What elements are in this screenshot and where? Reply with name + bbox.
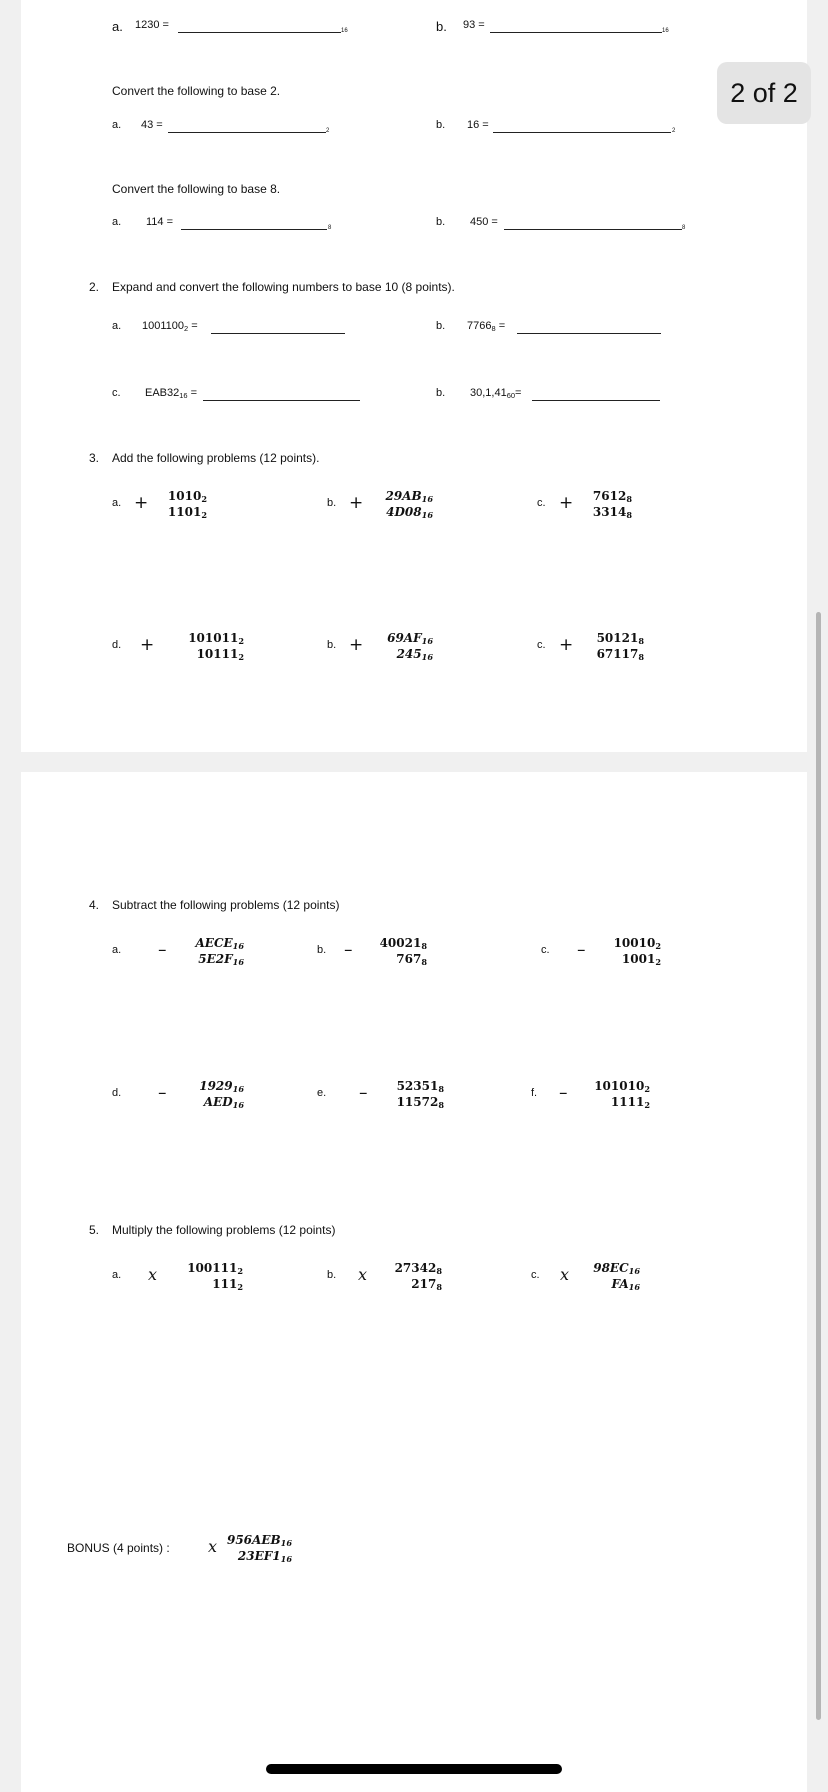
stacked-problem <box>181 1078 244 1110</box>
answer-line[interactable] <box>493 132 671 133</box>
worksheet-page-1 <box>21 0 807 752</box>
top-operand: $AECE_{16}$ <box>195 936 244 952</box>
question-number: 5. <box>89 1223 100 1237</box>
stacked-problem <box>589 935 661 967</box>
expression: 16 = <box>467 119 489 131</box>
item-label: b. <box>436 387 446 399</box>
stacked-problem <box>576 1078 650 1110</box>
answer-line[interactable] <box>181 229 327 230</box>
bottom-operand: $1001_2$ <box>621 952 661 968</box>
page-indicator: 2 of 2 <box>717 62 811 124</box>
item-label: c. <box>112 387 121 399</box>
top-operand: $98EC_{16}$ <box>593 1261 640 1277</box>
item-label: e. <box>317 1087 327 1099</box>
bottom-operand: $3314_8$ <box>592 505 632 521</box>
minus-operator: – <box>559 1083 568 1103</box>
top-operand: $10010_2$ <box>613 936 661 952</box>
question-number: 3. <box>89 451 100 465</box>
bottom-operand: $FA_{16}$ <box>611 1277 640 1293</box>
bottom-operand: $67117_8$ <box>596 647 644 663</box>
base-subscript: 2 <box>672 128 676 134</box>
item-label: b. <box>327 1269 337 1281</box>
expression: $7766_8$ = <box>467 320 506 333</box>
bottom-operand: $AED_{16}$ <box>203 1095 244 1111</box>
answer-line[interactable] <box>517 333 661 334</box>
stacked-problem <box>372 1260 442 1292</box>
bottom-operand: $5E2F_{16}$ <box>198 952 244 968</box>
minus-operator: – <box>344 940 353 960</box>
top-operand: $100111_2$ <box>187 1261 243 1277</box>
base-subscript: 16 <box>341 28 348 34</box>
answer-line[interactable] <box>168 132 326 133</box>
bonus-problem <box>223 1532 292 1564</box>
item-label: a. <box>112 944 122 956</box>
item-label: c. <box>541 944 550 956</box>
multiply-operator: x <box>208 1537 218 1556</box>
home-indicator[interactable] <box>266 1764 562 1774</box>
stacked-problem <box>171 935 244 967</box>
item-label: a. <box>112 119 122 131</box>
multiply-operator: x <box>560 1265 570 1284</box>
stacked-problem <box>574 1260 640 1292</box>
bottom-operand: $23EF1_{16}$ <box>237 1549 292 1565</box>
bottom-operand: $4D08_{16}$ <box>386 505 433 521</box>
top-operand: $40021_8$ <box>379 936 427 952</box>
worksheet-page-2 <box>21 772 807 1792</box>
section-heading: Convert the following to base 2. <box>112 84 281 98</box>
expression: 450 = <box>470 216 498 228</box>
question-heading: Add the following problems (12 points). <box>112 451 320 465</box>
top-operand: $101011_2$ <box>188 631 244 647</box>
bottom-operand: $111_2$ <box>212 1277 243 1293</box>
item-label: c. <box>531 1269 540 1281</box>
bottom-operand: $1101_2$ <box>167 505 207 521</box>
bottom-operand: $11572_8$ <box>396 1095 444 1111</box>
answer-line[interactable] <box>504 229 682 230</box>
plus-operator: + <box>349 493 364 513</box>
expression: 43 = <box>141 119 163 131</box>
answer-line[interactable] <box>532 400 660 401</box>
bottom-operand: $1111_2$ <box>610 1095 650 1111</box>
item-label: b. <box>436 216 446 228</box>
stacked-problem <box>147 488 207 520</box>
plus-operator: + <box>134 493 149 513</box>
item-label: a. <box>112 497 122 509</box>
minus-operator: – <box>359 1083 368 1103</box>
stacked-problem <box>171 1260 243 1292</box>
multiply-operator: x <box>358 1265 368 1284</box>
item-label: b. <box>436 320 446 332</box>
item-label: b. <box>436 19 447 34</box>
question-number: 4. <box>89 898 100 912</box>
bottom-operand: $767_8$ <box>396 952 427 968</box>
top-operand: $29AB_{16}$ <box>385 489 433 505</box>
answer-line[interactable] <box>203 400 360 401</box>
section-heading: Convert the following to base 8. <box>112 182 281 196</box>
item-label: f. <box>531 1087 538 1099</box>
top-operand: $1929_{16}$ <box>199 1079 244 1095</box>
answer-line[interactable] <box>211 333 345 334</box>
question-number: 2. <box>89 280 100 294</box>
top-operand: $50121_8$ <box>596 631 644 647</box>
item-label: d. <box>112 1087 122 1099</box>
stacked-problem <box>572 630 644 662</box>
item-label: b. <box>327 639 337 651</box>
top-operand: $7612_8$ <box>592 489 632 505</box>
item-label: c. <box>537 497 546 509</box>
stacked-problem <box>361 488 433 520</box>
question-heading: Multiply the following problems (12 points) <box>112 1223 336 1237</box>
top-operand: $956AEB_{16}$ <box>226 1533 292 1549</box>
item-label: d. <box>112 639 122 651</box>
stacked-problem <box>166 630 244 662</box>
answer-line[interactable] <box>178 32 341 33</box>
item-label: a. <box>112 19 123 34</box>
expression: $1001100_2$ = <box>142 320 198 333</box>
minus-operator: – <box>158 1083 167 1103</box>
expression: 93 = <box>463 19 485 31</box>
item-label: a. <box>112 216 122 228</box>
top-operand: $69AF_{16}$ <box>387 631 433 647</box>
top-operand: $1010_2$ <box>167 489 207 505</box>
base-subscript: 8 <box>328 225 332 231</box>
plus-operator: + <box>349 635 364 655</box>
base-subscript: 16 <box>662 28 669 34</box>
base-subscript: 2 <box>326 128 330 134</box>
item-label: b. <box>327 497 337 509</box>
bonus-label: BONUS (4 points) : <box>67 1541 170 1555</box>
top-operand: $101010_2$ <box>594 1079 650 1095</box>
item-label: b. <box>317 944 327 956</box>
expression: 114 = <box>146 216 174 228</box>
plus-operator: + <box>559 635 574 655</box>
plus-operator: + <box>140 635 155 655</box>
item-label: c. <box>537 639 546 651</box>
question-heading: Expand and convert the following numbers to base 10 (8 points). <box>112 280 455 294</box>
minus-operator: – <box>577 940 586 960</box>
bottom-operand: $217_8$ <box>411 1277 442 1293</box>
bottom-operand: $245_{16}$ <box>396 647 433 663</box>
top-operand: $27342_8$ <box>394 1261 442 1277</box>
expression: $EAB32_{16}$ = <box>145 387 198 400</box>
bottom-operand: $10111_2$ <box>196 647 244 663</box>
item-label: a. <box>112 1269 122 1281</box>
item-label: b. <box>436 119 446 131</box>
stacked-problem <box>363 630 433 662</box>
expression: $30,1,41_{60}=$ <box>470 387 522 400</box>
stacked-problem <box>357 935 427 967</box>
multiply-operator: x <box>148 1265 158 1284</box>
question-heading: Subtract the following problems (12 points) <box>112 898 340 912</box>
top-operand: $52351_8$ <box>396 1079 444 1095</box>
scrollbar[interactable] <box>816 612 821 1720</box>
stacked-problem <box>572 488 632 520</box>
answer-line[interactable] <box>490 32 662 33</box>
item-label: a. <box>112 320 122 332</box>
base-subscript: 8 <box>682 225 686 231</box>
plus-operator: + <box>559 493 574 513</box>
minus-operator: – <box>158 940 167 960</box>
expression: 1230 = <box>135 19 169 31</box>
stacked-problem <box>374 1078 444 1110</box>
